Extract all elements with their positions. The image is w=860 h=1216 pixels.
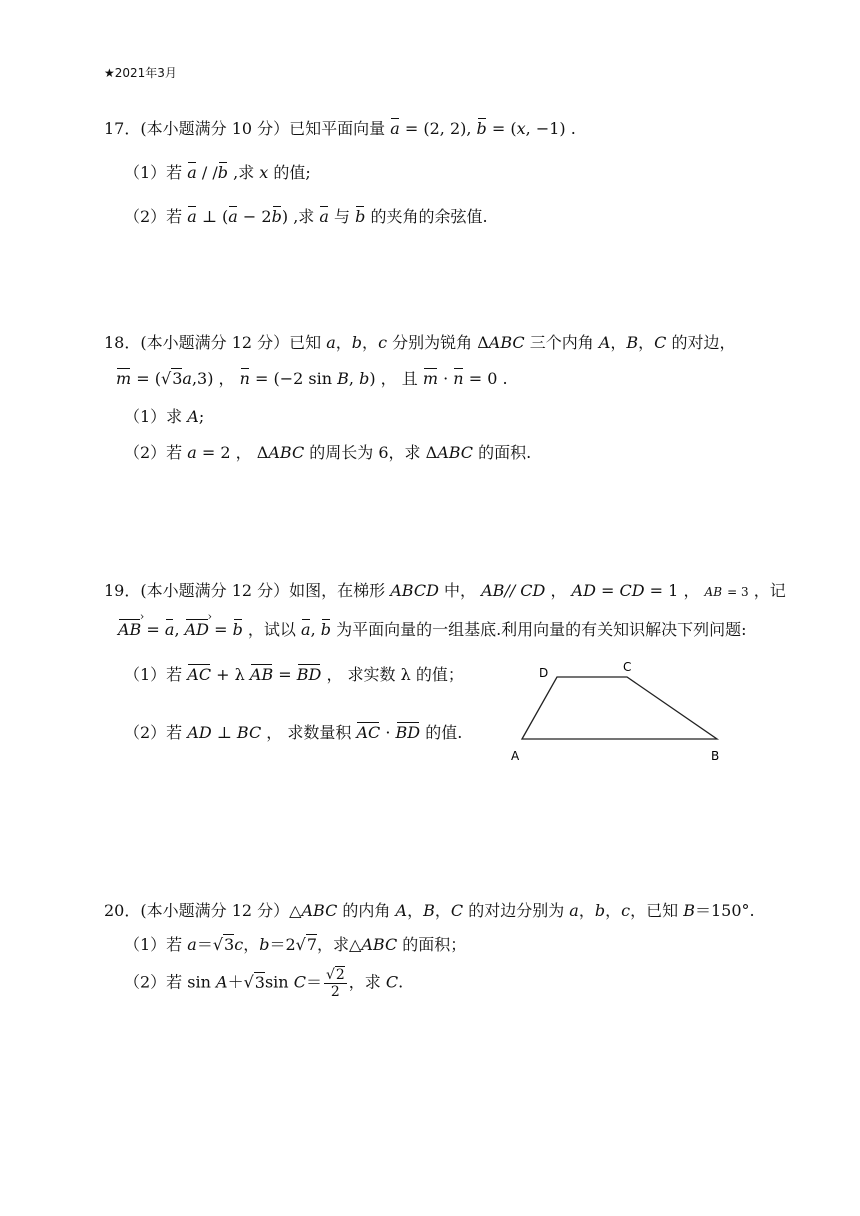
document-header: ★2021年3月 xyxy=(104,66,177,80)
label-D: D xyxy=(539,666,549,680)
q17-part1: （1）若 a / /b ,求 x 的值; xyxy=(124,163,311,182)
q17-title: 17．(本小题满分 10 分）已知平面向量 a = (2, 2), b = (x, −1) . xyxy=(104,119,576,138)
q18-title: 18．(本小题满分 12 分）已知 a，b，c 分别为锐角 ΔABC 三个内角 A，B，C 的对边， xyxy=(104,333,736,352)
q19-part1: （1）若 AC + λ AB = BD ， 求实数 λ 的值； xyxy=(124,665,464,684)
q19-title: 19．(本小题满分 12 分）如图，在梯形 ABCD 中， AB// CD ， AD = CD = 1 ， AB = 3 ，记 xyxy=(104,581,786,600)
q19-line2: AB › = a, AD › = b ，试以 a, b 为平面向量的一组基底.利用向量的有关知识解决下列问题: xyxy=(118,617,747,640)
q18-line2: m = (√3a,3) ， n = (−2 sin B, b) ， 且 m · n = 0 . xyxy=(116,369,508,388)
q20-title: 20．(本小题满分 12 分）△ABC 的内角 A，B，C 的对边分别为 a，b，c，已知 B＝150°. xyxy=(104,901,755,920)
q20-part1: （1）若 a＝√3c，b＝2√7，求△ABC 的面积； xyxy=(124,935,467,954)
q18-part2: （2）若 a = 2 ， ΔABC 的周长为 6，求 ΔABC 的面积. xyxy=(124,443,532,462)
q20-part2: （2）若 sin A＋√3sin C＝ $\frac{√2}{2}$ ，求 C. xyxy=(124,967,404,1000)
label-A: A xyxy=(511,749,520,763)
label-B: B xyxy=(711,749,720,763)
trapezoid-figure xyxy=(505,655,745,765)
q17-part2: （2）若 a ⊥ (a − 2b) ,求 a 与 b 的夹角的余弦值. xyxy=(124,207,488,226)
q19-part2: （2）若 AD ⊥ BC ， 求数量积 AC · BD 的值. xyxy=(124,723,463,742)
label-C: C xyxy=(623,660,632,674)
trapezoid-shape xyxy=(522,677,717,739)
q18-part1: （1）求 A; xyxy=(124,407,205,426)
